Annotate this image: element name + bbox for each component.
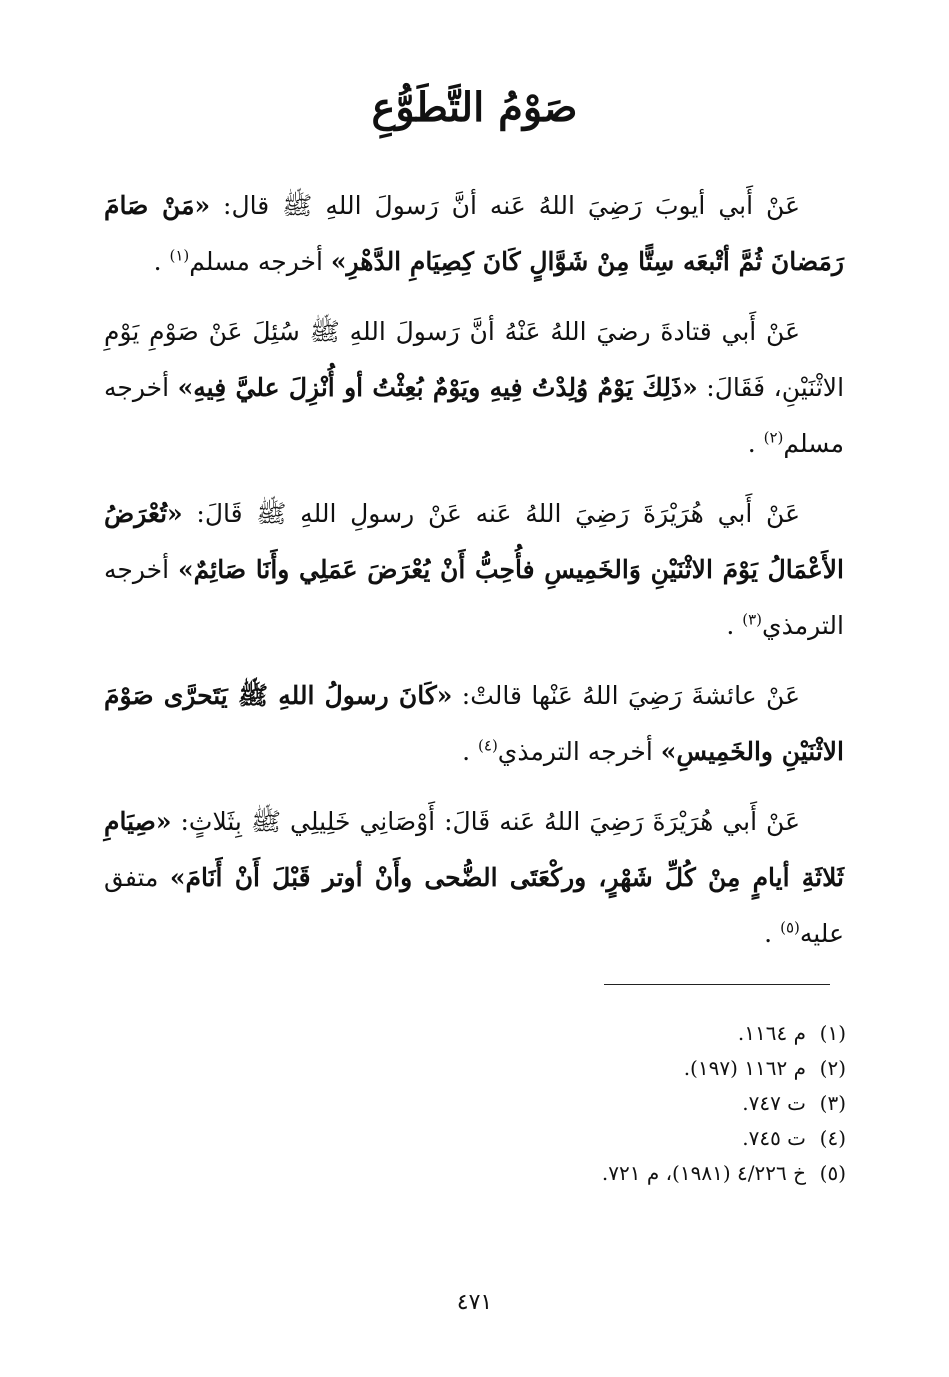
footnote-number: (٥) — [819, 1161, 846, 1185]
hadith-intro: عَنْ أَبي هُرَيْرَةَ رَضِيَ اللهُ عَنه عَنْ رسولِ اللهِ ﷺ قَالَ: — [182, 499, 800, 528]
footnote-reference[interactable]: (١) — [169, 246, 190, 265]
hadith-paragraph — [104, 178, 844, 290]
page-number: ٤٧١ — [456, 1290, 493, 1315]
hadith-text: «تُعْرَضُ الأَعْمَالُ يَوْمَ الاثْنَيْنِ وَالخَمِيسِ فأُحِبُّ أَنْ يُعْرَضَ عَمَلِي وأَنَا صَائِمٌ» — [104, 499, 844, 584]
footnote-number: (٢) — [819, 1056, 846, 1080]
hadith-text: «ذَلِكَ يَوْمٌ وُلِدْتُ فِيهِ ويَوْمٌ بُعِثْتُ أو أُنْزِلَ عليَّ فِيهِ» — [177, 373, 698, 402]
footnote-reference[interactable]: (٢) — [763, 428, 784, 447]
hadith-source: أخرجه الترمذي — [497, 737, 661, 766]
footnote-text: خ ٤/٢٢٦ (١٩٨١)، م ٧٢١. — [601, 1161, 806, 1185]
footnote-number: (٣) — [819, 1091, 846, 1115]
hadith-text: «كَانَ رسولُ اللهِ ﷺ يَتَحرَّى صَوْمَ الاثْنَيْنِ والخَمِيسِ» — [104, 681, 844, 766]
hadith-end: . — [764, 919, 781, 948]
hadith-paragraph — [104, 794, 844, 962]
footnote-reference[interactable]: (٣) — [742, 610, 763, 629]
page-title: صَوْمُ التَّطَوُّعِ — [371, 84, 578, 131]
hadith-paragraph — [104, 486, 844, 654]
footnote-item — [400, 1156, 846, 1191]
footnote-item — [400, 1016, 846, 1051]
hadith-source: أخرجه مسلم — [104, 373, 844, 458]
hadith-end: . — [726, 611, 743, 640]
hadith-intro: عَنْ أَبي أيوبَ رَضِيَ اللهُ عَنه أنَّ رَسولَ اللهِ ﷺ قال: — [210, 191, 800, 220]
footnote-number: (١) — [819, 1021, 846, 1045]
hadith-source: متفق عليه — [104, 863, 844, 948]
footnote-reference[interactable]: (٥) — [780, 918, 800, 937]
footnote-text: م ١١٦٢ (١٩٧). — [683, 1056, 806, 1080]
footnote-text: م ١١٦٤. — [737, 1021, 806, 1045]
hadith-text: «صِيَامِ ثَلاثَةِ أيامٍ مِنْ كُلِّ شَهْرٍ، وركْعَتَى الضُّحى وأَنْ أوتر قَبْلَ أَنْ أَنَامَ» — [104, 807, 844, 892]
hadith-paragraph — [104, 668, 844, 780]
footnote-reference[interactable]: (٤) — [478, 736, 498, 755]
hadith-end: . — [747, 429, 764, 458]
hadith-intro: عَنْ أَبي هُرَيْرَةَ رَضِيَ اللهُ عَنه قَالَ: أَوْصَانِي خَلِيلِي ﷺ بِثَلاثٍ: — [171, 807, 800, 836]
footnote-divider — [604, 984, 830, 985]
hadith-source: أخرجه مسلم — [189, 247, 331, 276]
footnote-item — [400, 1121, 846, 1156]
footnote-text: ت ٧٤٥. — [742, 1126, 806, 1150]
footnote-item — [400, 1086, 846, 1121]
hadith-body — [104, 178, 844, 976]
footnote-text: ت ٧٤٧. — [742, 1091, 806, 1115]
footnotes-list — [400, 1016, 846, 1191]
hadith-end: . — [153, 247, 170, 276]
hadith-source: أخرجه الترمذي — [104, 555, 844, 640]
hadith-text: «مَنْ صَامَ رَمَضانَ ثُمَّ أتْبعَه سِتًّا مِنْ شَوَّالٍ كَانَ كِصِيَامِ الدَّهْرِ» — [104, 191, 844, 276]
footnote-item — [400, 1051, 846, 1086]
hadith-paragraph — [104, 304, 844, 472]
footnote-number: (٤) — [819, 1126, 846, 1150]
hadith-intro: عَنْ عائشةَ رَضِيَ اللهُ عَنْها قالتْ: — [452, 681, 800, 710]
hadith-end: . — [462, 737, 479, 766]
hadith-intro: عَنْ أَبي قتادةَ رضيَ اللهُ عَنْهُ أنَّ رَسولَ اللهِ ﷺ سُئِلَ عَنْ صَوْمِ يَوْمِ الاثْنَيْنِ، فَقَالَ: — [104, 317, 845, 402]
